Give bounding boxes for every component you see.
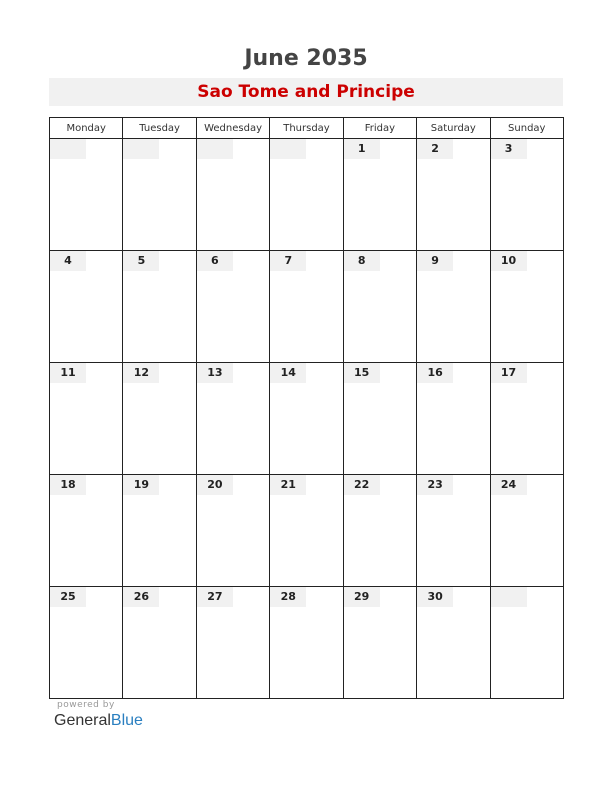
day-number: 27: [197, 587, 233, 607]
day-number: 18: [50, 475, 86, 495]
day-cell: [490, 475, 563, 587]
day-number: 1: [344, 139, 380, 159]
generalblue-logo[interactable]: [54, 712, 143, 730]
day-number: 19: [123, 475, 159, 495]
day-cell: [490, 587, 563, 699]
day-number: 25: [50, 587, 86, 607]
day-cell: [343, 139, 416, 251]
day-number: [270, 139, 306, 159]
day-cell: [196, 251, 269, 363]
day-cell: [417, 251, 490, 363]
day-number: 24: [491, 475, 527, 495]
day-number: 23: [417, 475, 453, 495]
country-name: Sao Tome and Principe: [49, 78, 563, 106]
day-cell: [50, 587, 123, 699]
week-row: [50, 587, 564, 699]
calendar-grid: [49, 117, 564, 699]
weekday-thursday: Thursday: [270, 118, 343, 139]
day-number: 17: [491, 363, 527, 383]
brand-blue: Blue: [110, 712, 143, 729]
day-number: 13: [197, 363, 233, 383]
day-cell: [417, 363, 490, 475]
powered-by-label: powered by: [57, 700, 115, 710]
day-number: 9: [417, 251, 453, 271]
day-cell: [270, 363, 343, 475]
day-cell: [270, 251, 343, 363]
day-number: 6: [197, 251, 233, 271]
day-cell: [343, 475, 416, 587]
day-cell: [490, 139, 563, 251]
day-cell: [196, 139, 269, 251]
day-cell: [270, 587, 343, 699]
week-row: [50, 251, 564, 363]
day-cell: [417, 587, 490, 699]
day-number: 2: [417, 139, 453, 159]
day-number: 12: [123, 363, 159, 383]
day-cell: [196, 587, 269, 699]
day-cell: [50, 139, 123, 251]
day-cell: [123, 587, 196, 699]
day-number: 21: [270, 475, 306, 495]
weekday-saturday: Saturday: [417, 118, 490, 139]
day-number: 7: [270, 251, 306, 271]
weekday-sunday: Sunday: [490, 118, 563, 139]
day-number: 29: [344, 587, 380, 607]
day-number: [197, 139, 233, 159]
day-cell: [50, 363, 123, 475]
day-cell: [50, 475, 123, 587]
day-number: 28: [270, 587, 306, 607]
day-cell: [50, 251, 123, 363]
day-cell: [123, 139, 196, 251]
week-row: [50, 363, 564, 475]
day-number: 14: [270, 363, 306, 383]
day-number: [50, 139, 86, 159]
weekday-monday: Monday: [50, 118, 123, 139]
week-row: [50, 475, 564, 587]
day-number: 26: [123, 587, 159, 607]
day-cell: [343, 587, 416, 699]
day-cell: [196, 363, 269, 475]
day-cell: [123, 475, 196, 587]
day-number: 20: [197, 475, 233, 495]
day-cell: [270, 475, 343, 587]
day-number: 10: [491, 251, 527, 271]
day-number: 8: [344, 251, 380, 271]
day-number: 16: [417, 363, 453, 383]
weekday-wednesday: Wednesday: [196, 118, 269, 139]
day-cell: [417, 475, 490, 587]
day-number: 5: [123, 251, 159, 271]
day-number: 3: [491, 139, 527, 159]
day-number: 15: [344, 363, 380, 383]
week-row: [50, 139, 564, 251]
day-cell: [490, 363, 563, 475]
day-number: [491, 587, 527, 607]
day-number: 22: [344, 475, 380, 495]
day-number: 30: [417, 587, 453, 607]
day-cell: [417, 139, 490, 251]
day-cell: [343, 251, 416, 363]
day-number: 11: [50, 363, 86, 383]
day-number: [123, 139, 159, 159]
weekday-header-row: [50, 118, 564, 139]
day-number: 4: [50, 251, 86, 271]
weekday-tuesday: Tuesday: [123, 118, 196, 139]
weekday-friday: Friday: [343, 118, 416, 139]
day-cell: [123, 363, 196, 475]
day-cell: [196, 475, 269, 587]
calendar-title: June 2035: [244, 46, 368, 71]
day-cell: [490, 251, 563, 363]
brand-general: General: [54, 712, 111, 729]
day-cell: [270, 139, 343, 251]
day-cell: [343, 363, 416, 475]
day-cell: [123, 251, 196, 363]
